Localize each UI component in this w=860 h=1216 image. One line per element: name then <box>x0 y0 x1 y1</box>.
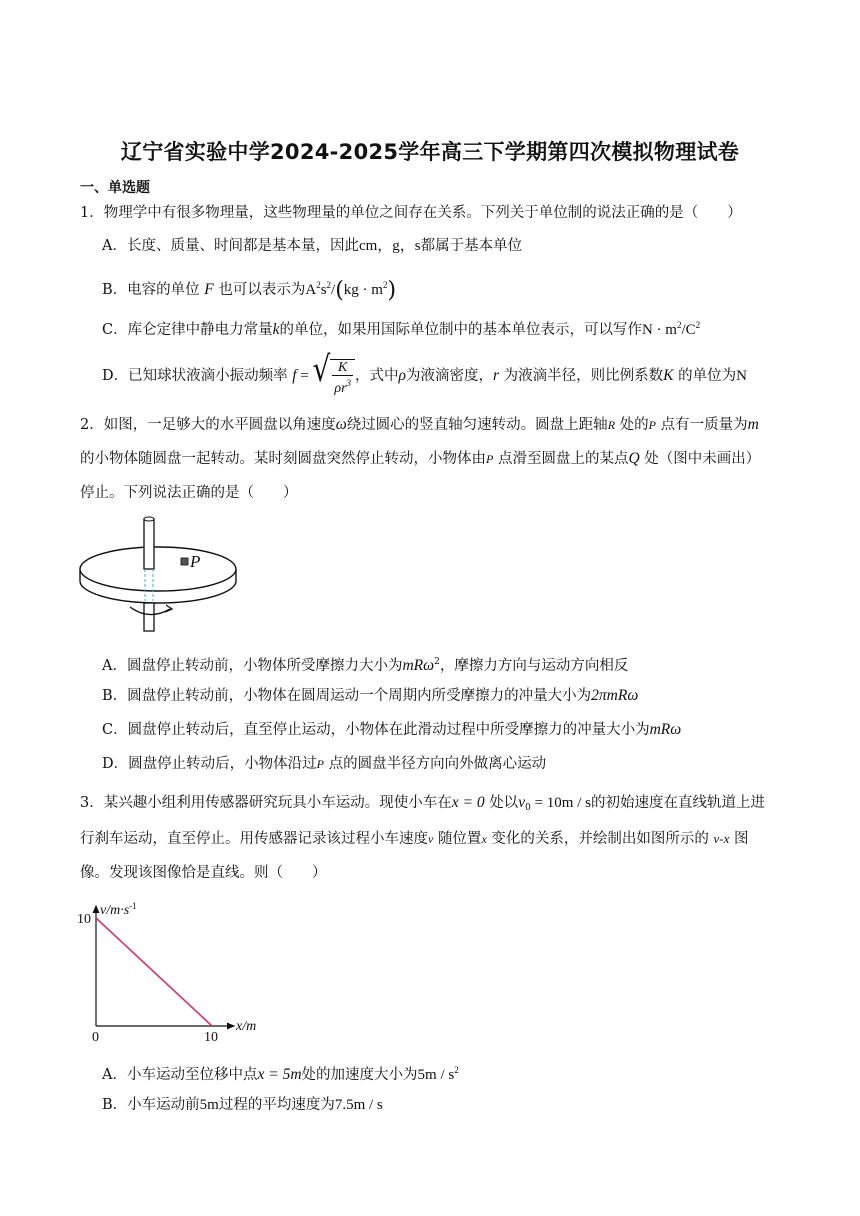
q3-stem-line3: 像。发现该图像恰是直线。则（ ） <box>80 865 327 881</box>
page-title: 辽宁省实验中学2024-2025学年高三下学期第四次模拟物理试卷 <box>120 140 740 164</box>
q1-option-b: B．电容的单位 F 也可以表示为$A^2s^2/(kg \cdot m^2)$ <box>102 278 397 303</box>
q3-stem-line1: 3．某兴趣小组利用传感器研究玩具小车运动。现使小车在x = 0 处以$v_0 = 10m / s$的初始速度在直线轨道上进 <box>80 794 765 813</box>
q1-option-d: D．已知球状液滴小振动频率 f = √ $\frac{K}{\rho r^3}$ ，式中ρ为液滴密度，r 为液滴半径，则比例系数K 的单位为N <box>102 348 747 396</box>
q2-option-a: A．圆盘停止转动前，小物体所受摩擦力大小为mRω$^2$，摩擦力方向与运动方向相反 <box>102 657 629 674</box>
y-axis-label: $v/m\cdot s^{-1}$ <box>100 901 137 918</box>
q2-option-d: D．圆盘停止转动后，小物体沿过P 点的圆盘半径方向向外做离心运动 <box>102 756 547 772</box>
q3-option-a: A．小车运动至位移中点x = 5m处的加速度大小为$5m / s^2$ <box>102 1065 459 1083</box>
q2-stem-line1: 2．如图，一足够大的水平圆盘以角速度ω绕过圆心的竖直轴匀速转动。圆盘上距轴R 处的P 点有一质量为m <box>80 416 759 433</box>
v-x-chart <box>74 896 274 1046</box>
x-tick-label: 0 <box>92 1030 99 1045</box>
q3-option-b: B．小车运动前5m过程的平均速度为7.5m / s <box>102 1097 383 1113</box>
y-tick-label: 10 <box>77 912 91 927</box>
q2-option-b: B．圆盘停止转动前，小物体在圆周运动一个周期内所受摩擦力的冲量大小为2πmRω <box>102 687 639 704</box>
q1-option-c: C．库仑定律中静电力常量k的单位，如果用国际单位制中的基本单位表示，可以写作$N \cdot m^2/C^2$ <box>102 320 701 338</box>
x-tick-label: 10 <box>204 1030 218 1045</box>
q1-stem: 1．物理学中有很多物理量，这些物理量的单位之间存在关系。下列关于单位制的说法正确的是（ ） <box>80 205 742 221</box>
q1-option-a: A．长度、质量、时间都是基本量，因此cm，g，s都属于基本单位 <box>102 238 523 254</box>
q2-stem-line3: 停止。下列说法正确的是（ ） <box>80 485 298 501</box>
series-line <box>96 918 212 1026</box>
figure-point-p-label: P <box>190 552 201 571</box>
q3-stem-line2: 行刹车运动，直至停止。用传感器记录该过程小车速度v 随位置x 变化的关系，并绘制出如图所示的 v-x 图 <box>80 831 749 847</box>
q2-stem-line2: 的小物体随圆盘一起转动。某时刻圆盘突然停止转动，小物体由P 点滑至圆盘上的某点Q 处（图中未画出） <box>80 450 761 467</box>
q2-option-c: C．圆盘停止转动后，直至停止运动，小物体在此滑动过程中所受摩擦力的冲量大小为mRω <box>102 721 682 738</box>
rotating-disk-figure <box>78 515 238 635</box>
x-axis-label: x/m <box>236 1019 257 1034</box>
section-heading: 一、单选题 <box>80 180 150 196</box>
